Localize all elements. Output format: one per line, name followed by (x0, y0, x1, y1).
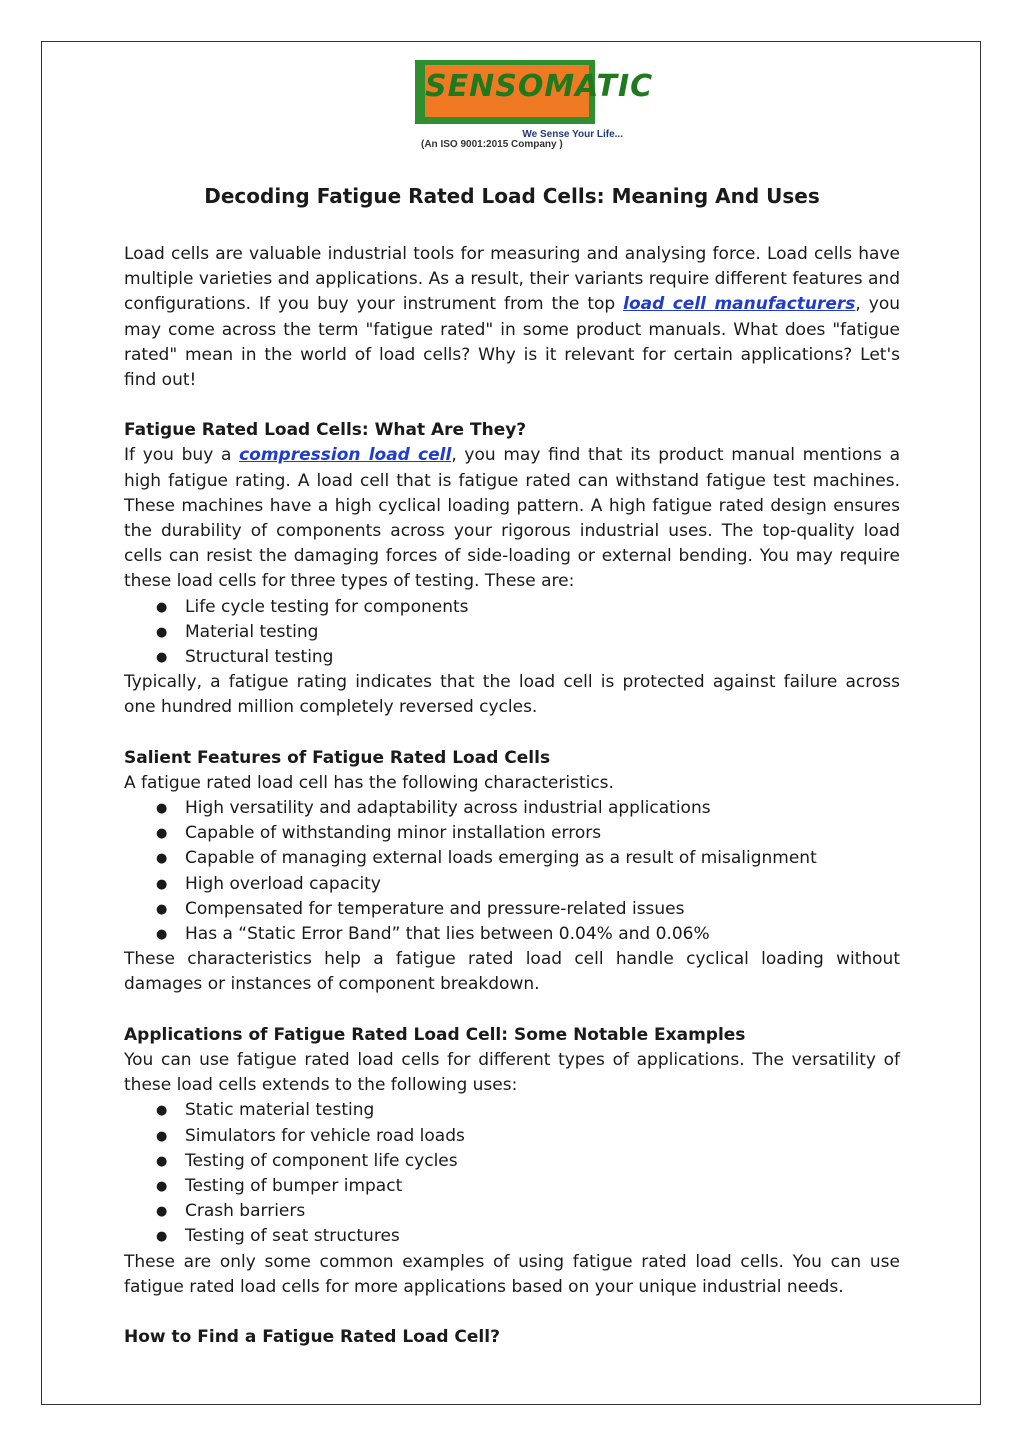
list-item: ● Structural testing (124, 645, 900, 670)
company-logo (415, 60, 654, 150)
load-cell-manufacturers-link[interactable]: load cell manufacturers (623, 294, 856, 315)
bullet-icon: ● (156, 927, 168, 943)
bullet-icon: ● (156, 1103, 168, 1119)
list-item: ● Compensated for temperature and pressure-related issues (124, 897, 900, 922)
logo-brand-text: SENSOMATIC (425, 69, 654, 104)
page-title: Decoding Fatigue Rated Load Cells: Meaning And Uses (204, 184, 820, 208)
bullet-icon: ● (156, 876, 168, 892)
bullet-icon: ● (156, 624, 168, 640)
list-item: ● Life cycle testing for components (124, 595, 900, 620)
section1-heading: Fatigue Rated Load Cells: What Are They? (124, 420, 527, 441)
document-body (124, 180, 900, 1350)
list-item: ● Crash barriers (124, 1199, 900, 1224)
section1-text-after: , you may find that its product manual mentions a high fatigue rating. A load cell that is fatigue rated can withstand fatigue test machines. These machines have a high cyclical loading pattern. A high fatigue rated design ensures the durability of components across your rigorous industrial uses. The top-quality load cells can resist the damaging forces of side-loading or external bending. You may require these load cells for three types of testing. These are: (124, 445, 900, 592)
bullet-icon: ● (156, 1178, 168, 1194)
bullet-icon: ● (156, 851, 168, 867)
bullet-icon: ● (156, 1153, 168, 1169)
bullet-icon: ● (156, 1204, 168, 1220)
intro-text-after: , you may come across the term "fatigue rated" in some product manuals. What does "fatigue rated" mean in the world of load cells? Why is it relevant for certain applications? Let's find out! (124, 294, 900, 391)
list-item: ● Testing of seat structures (124, 1224, 900, 1249)
compression-load-cell-link[interactable]: compression load cell (239, 445, 452, 466)
list-item: ● Testing of component life cycles (124, 1149, 900, 1174)
section3-heading: Applications of Fatigue Rated Load Cell: Some Notable Examples (124, 1024, 746, 1045)
list-item: ● Capable of managing external loads emerging as a result of misalignment (124, 846, 900, 871)
section2-intro: A fatigue rated load cell has the following characteristics. (124, 772, 614, 793)
section3-intro: You can use fatigue rated load cells for different types of applications. The versatility of these load cells extends to the following uses: (124, 1049, 900, 1096)
section1-paragraph (124, 443, 900, 594)
bullet-icon: ● (156, 650, 168, 666)
intro-paragraph (124, 242, 900, 393)
bullet-icon: ● (156, 1128, 168, 1144)
bullet-icon: ● (156, 901, 168, 917)
list-item: ● Has a “Static Error Band” that lies between 0.04% and 0.06% (124, 922, 900, 947)
bullet-icon: ● (156, 1229, 168, 1245)
section2-closing: These characteristics help a fatigue rated load cell handle cyclical loading without damages or instances of component breakdown. (124, 949, 900, 995)
section2-bullet-list (124, 796, 900, 947)
list-item: ● Capable of withstanding minor installation errors (124, 821, 900, 846)
bullet-icon: ● (156, 826, 168, 842)
intro-text-before: Load cells are valuable industrial tools for measuring and analysing force. Load cells have multiple varieties and applications. As a result, their variants require different features and configurations. If you buy your instrument from the top (124, 244, 900, 315)
section3-bullet-list (124, 1098, 900, 1249)
section3-closing: These are only some common examples of using fatigue rated load cells. You can use fatigue rated load cells for more applications based on your unique industrial needs. (124, 1251, 900, 1297)
bullet-icon: ● (156, 801, 168, 817)
list-item: ● High overload capacity (124, 872, 900, 897)
logo-iso-note: (An ISO 9001:2015 Company ) (421, 139, 563, 150)
bullet-icon: ● (156, 599, 168, 615)
section2-heading: Salient Features of Fatigue Rated Load Cells (124, 747, 551, 768)
section4-heading: How to Find a Fatigue Rated Load Cell? (124, 1326, 500, 1347)
logo-tagline: We Sense Your Life... (522, 129, 623, 140)
list-item: ● Simulators for vehicle road loads (124, 1124, 900, 1149)
list-item: ● Static material testing (124, 1098, 900, 1123)
list-item: ● Material testing (124, 620, 900, 645)
list-item: ● High versatility and adaptability across industrial applications (124, 796, 900, 821)
section1-text-before: If you buy a (124, 445, 240, 466)
section1-bullet-list (124, 595, 900, 671)
list-item: ● Testing of bumper impact (124, 1174, 900, 1199)
section1-closing: Typically, a fatigue rating indicates that the load cell is protected against failure across one hundred million completely reversed cycles. (124, 672, 900, 718)
